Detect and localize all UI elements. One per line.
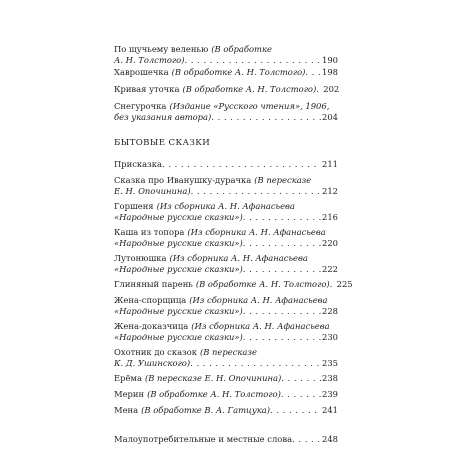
toc-entry-note: Е. Н. Опочинина) [114,186,191,196]
toc-entry-note: «Народные русские сказки») [114,238,243,248]
toc-entry[interactable] [114,227,338,249]
toc-entry[interactable] [114,175,338,197]
toc-entry-title: Снегурочка [114,101,167,111]
toc-entry-title: Сказка про Иванушку-дурачка [114,175,252,185]
toc-entry[interactable] [114,84,338,95]
toc-entry-page: 235 [322,358,338,368]
toc-entry-note: (Из сборника А. Н. Афанасьева [187,227,326,237]
toc-entry-page: 228 [322,306,338,316]
toc-entry-title: Охотник до сказок [114,347,197,357]
toc-entry-page: 190 [322,55,338,65]
dot-leader [191,186,321,197]
dot-leader [211,112,321,123]
toc-entry[interactable] [114,321,338,343]
toc-entry-title: Жена-доказчица [114,321,189,331]
toc-entry[interactable] [114,67,338,78]
dot-leader [190,358,321,369]
toc-entry-page: 239 [322,389,338,399]
toc-entry-page: 248 [322,434,338,444]
toc-entry-title: Хаврошечка [114,67,169,77]
dot-leader [162,159,321,170]
dot-leader [305,67,321,78]
toc-entry-note: (Из сборника А. Н. Афанасьева [156,201,295,211]
toc-entry-page: 198 [322,67,338,77]
toc-entry-page: 212 [322,186,338,196]
toc-entry[interactable] [114,389,338,400]
toc-entry-page: 216 [322,212,338,222]
toc-entry-note: (В пересказе Е. Н. Опочинина) [144,373,282,383]
toc-entry-page: 220 [322,238,338,248]
toc-entry-page: 225 [336,279,353,289]
toc-entry[interactable] [114,101,338,123]
dot-leader [243,306,321,317]
dot-leader [243,212,321,223]
dot-leader [243,238,321,249]
dot-leader [184,55,321,66]
toc-entry-note: (В обработке А. Н. Толстого) [182,84,317,94]
section-heading: БЫТОВЫЕ СКАЗКИ [114,138,211,148]
dot-leader [270,405,321,416]
toc-entry-note: «Народные русские сказки») [114,332,243,342]
toc-entry[interactable] [114,279,353,290]
toc-entry-note: К. Д. Ушинского) [114,358,191,368]
toc-entry-note: «Народные русские сказки») [114,306,243,316]
toc-entry[interactable] [114,405,338,416]
dot-leader [243,264,321,275]
toc-entry-title: Присказка [114,159,162,169]
toc-entry-note: «Народные русские сказки») [114,264,243,274]
toc-entry-page: 238 [322,373,338,383]
toc-entry-title: Кривая уточка [114,84,180,94]
toc-entry-note: (Из сборника А. Н. Афанасьева [169,253,308,263]
toc-entry-note: (В обработке А. Н. Толстого) [195,279,330,289]
toc-entry-title: Мерин [114,389,145,399]
toc-entry[interactable] [114,253,338,275]
toc-entry[interactable] [114,295,338,317]
toc-entry[interactable] [114,201,338,223]
toc-entry-note: (Издание «Русского чтения», 1906, [169,101,330,111]
toc-entry-title: Ерёма [114,373,142,383]
toc-entry[interactable] [114,159,338,170]
toc-entry-title: Мена [114,405,139,415]
toc-entry-page: 204 [322,112,338,122]
toc-entry[interactable] [114,347,338,369]
toc-entry[interactable] [114,373,338,384]
toc-entry-glossary[interactable] [114,434,338,445]
toc-entry-page: 230 [322,332,338,342]
toc-entry-page: 202 [323,84,340,94]
toc-entry-note: (В пересказе [254,175,312,185]
toc-entry[interactable] [114,44,338,66]
toc-bottom-group [114,159,353,445]
toc-entry-title: Малоупотребительные и местные слова [114,434,293,444]
toc-entry-note: (В обработке [211,44,272,54]
toc-entry-note: (В обработке А. Н. Толстого) [147,389,281,399]
dot-leader [281,389,321,400]
toc-entry-note: (Из сборника А. Н. Афанасьева [189,295,328,305]
toc-entry-title: По щучьему веленью [114,44,209,54]
toc-entry-note: (В обработке В. А. Гатцука) [141,405,271,415]
dot-leader [243,332,321,343]
dot-leader [281,373,321,384]
toc-entry-title: Горшеня [114,201,154,211]
toc-entry-note: без указания автора) [114,112,212,122]
toc-entry-page: 241 [322,405,338,415]
toc-entry-note: (Из сборника А. Н. Афанасьева [191,321,330,331]
toc-entry-note: «Народные русские сказки») [114,212,243,222]
toc-top-group [114,44,338,123]
toc-entry-page: 211 [322,159,338,169]
toc-entry-title: Глиняный парень [114,279,193,289]
toc-entry-title: Лутонюшка [114,253,167,263]
toc-entry-note: (В обработке А. Н. Толстого) [171,67,306,77]
toc-entry-note: А. Н. Толстого) [114,55,185,65]
dot-leader [292,434,321,445]
toc-entry-note: (В пересказе [199,347,257,357]
toc-entry-title: Каша из топора [114,227,185,237]
toc-entry-title: Жена-спорщица [114,295,187,305]
toc-entry-page: 222 [322,264,338,274]
